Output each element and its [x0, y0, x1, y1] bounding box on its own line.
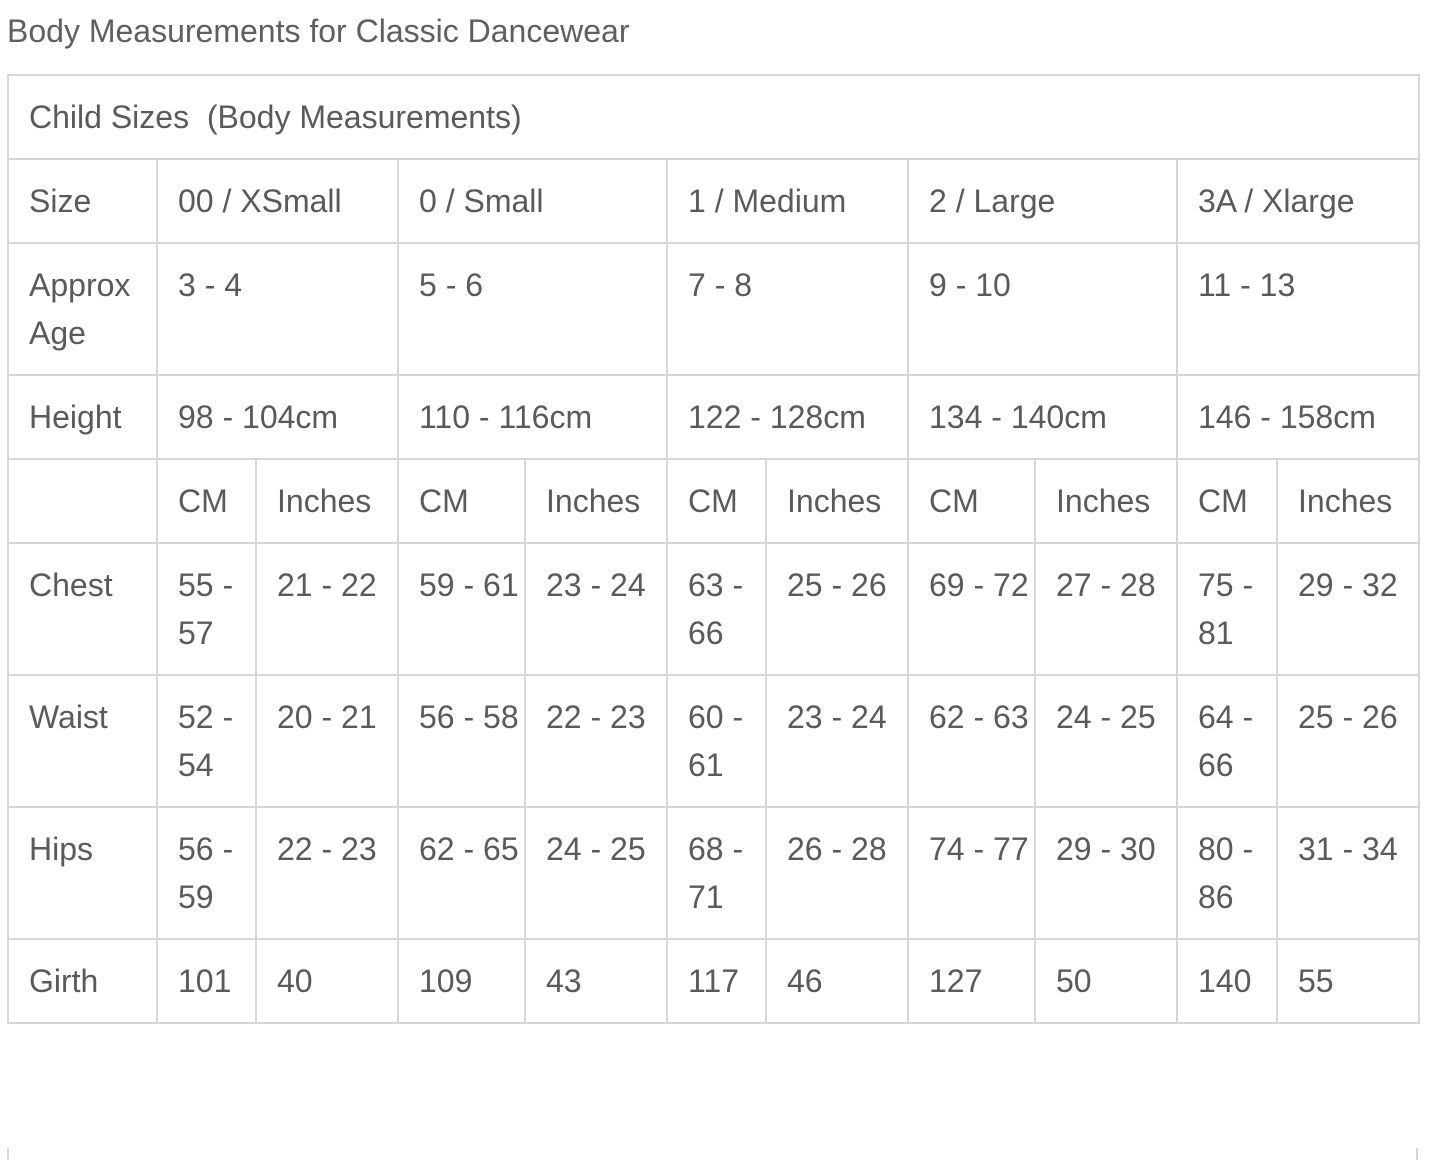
row-label-chest: Chest: [8, 543, 157, 675]
unit-cell: Inches: [766, 459, 908, 543]
table-continuation: [7, 1148, 1418, 1160]
measure-cell: 101: [157, 939, 256, 1023]
hips-row: [8, 807, 1419, 939]
measure-cell: 63 - 66: [667, 543, 766, 675]
age-cell: 11 - 13: [1177, 243, 1419, 375]
measure-cell: 40: [256, 939, 398, 1023]
unit-cell: Inches: [1035, 459, 1177, 543]
girth-row: [8, 939, 1419, 1023]
age-cell: 7 - 8: [667, 243, 908, 375]
age-cell: 5 - 6: [398, 243, 667, 375]
measure-cell: 60 - 61: [667, 675, 766, 807]
age-cell: 3 - 4: [157, 243, 398, 375]
measure-cell: 22 - 23: [256, 807, 398, 939]
unit-cell: CM: [1177, 459, 1277, 543]
size-row: [8, 159, 1419, 243]
size-table: [7, 74, 1420, 1024]
measure-cell: 21 - 22: [256, 543, 398, 675]
measure-cell: 29 - 32: [1277, 543, 1419, 675]
height-cell: 146 - 158cm: [1177, 375, 1419, 459]
measure-cell: 140: [1177, 939, 1277, 1023]
page-title: Body Measurements for Classic Dancewear: [7, 13, 630, 49]
age-row: [8, 243, 1419, 375]
measure-cell: 117: [667, 939, 766, 1023]
size-cell: 00 / XSmall: [157, 159, 398, 243]
measure-cell: 50: [1035, 939, 1177, 1023]
row-label-hips: Hips: [8, 807, 157, 939]
row-label-height: Height: [8, 375, 157, 459]
measure-cell: 24 - 25: [1035, 675, 1177, 807]
measure-cell: 75 - 81: [1177, 543, 1277, 675]
measure-cell: 68 - 71: [667, 807, 766, 939]
measure-cell: 127: [908, 939, 1035, 1023]
measure-cell: 29 - 30: [1035, 807, 1177, 939]
measure-cell: 56 - 58: [398, 675, 525, 807]
measure-cell: 55: [1277, 939, 1419, 1023]
row-label-units: [8, 459, 157, 543]
measure-cell: 74 - 77: [908, 807, 1035, 939]
row-label-size: Size: [8, 159, 157, 243]
measure-cell: 56 - 59: [157, 807, 256, 939]
measure-cell: 26 - 28: [766, 807, 908, 939]
unit-cell: CM: [667, 459, 766, 543]
caption-row: [8, 75, 1419, 159]
measure-cell: 55 - 57: [157, 543, 256, 675]
measure-cell: 23 - 24: [766, 675, 908, 807]
measure-cell: 25 - 26: [1277, 675, 1419, 807]
measure-cell: 52 - 54: [157, 675, 256, 807]
unit-cell: Inches: [525, 459, 667, 543]
table-caption: Child Sizes (Body Measurements): [8, 75, 1419, 159]
row-label-girth: Girth: [8, 939, 157, 1023]
measure-cell: 24 - 25: [525, 807, 667, 939]
measure-cell: 25 - 26: [766, 543, 908, 675]
unit-cell: Inches: [256, 459, 398, 543]
measure-cell: 64 - 66: [1177, 675, 1277, 807]
measure-cell: 59 - 61: [398, 543, 525, 675]
measure-cell: 69 - 72: [908, 543, 1035, 675]
size-cell: 2 / Large: [908, 159, 1177, 243]
measure-cell: 20 - 21: [256, 675, 398, 807]
height-cell: 98 - 104cm: [157, 375, 398, 459]
size-cell: 3A / Xlarge: [1177, 159, 1419, 243]
chest-row: [8, 543, 1419, 675]
measure-cell: 62 - 63: [908, 675, 1035, 807]
measure-cell: 27 - 28: [1035, 543, 1177, 675]
unit-cell: CM: [398, 459, 525, 543]
measure-cell: 80 - 86: [1177, 807, 1277, 939]
height-cell: 134 - 140cm: [908, 375, 1177, 459]
measure-cell: 31 - 34: [1277, 807, 1419, 939]
unit-cell: Inches: [1277, 459, 1419, 543]
unit-cell: CM: [908, 459, 1035, 543]
measure-cell: 46: [766, 939, 908, 1023]
row-label-age: Approx Age: [8, 243, 157, 375]
size-cell: 1 / Medium: [667, 159, 908, 243]
size-cell: 0 / Small: [398, 159, 667, 243]
height-cell: 110 - 116cm: [398, 375, 667, 459]
measure-cell: 43: [525, 939, 667, 1023]
unit-cell: CM: [157, 459, 256, 543]
row-label-waist: Waist: [8, 675, 157, 807]
age-cell: 9 - 10: [908, 243, 1177, 375]
height-row: [8, 375, 1419, 459]
measure-cell: 109: [398, 939, 525, 1023]
measure-cell: 62 - 65: [398, 807, 525, 939]
waist-row: [8, 675, 1419, 807]
measure-cell: 22 - 23: [525, 675, 667, 807]
height-cell: 122 - 128cm: [667, 375, 908, 459]
measure-cell: 23 - 24: [525, 543, 667, 675]
units-row: [8, 459, 1419, 543]
